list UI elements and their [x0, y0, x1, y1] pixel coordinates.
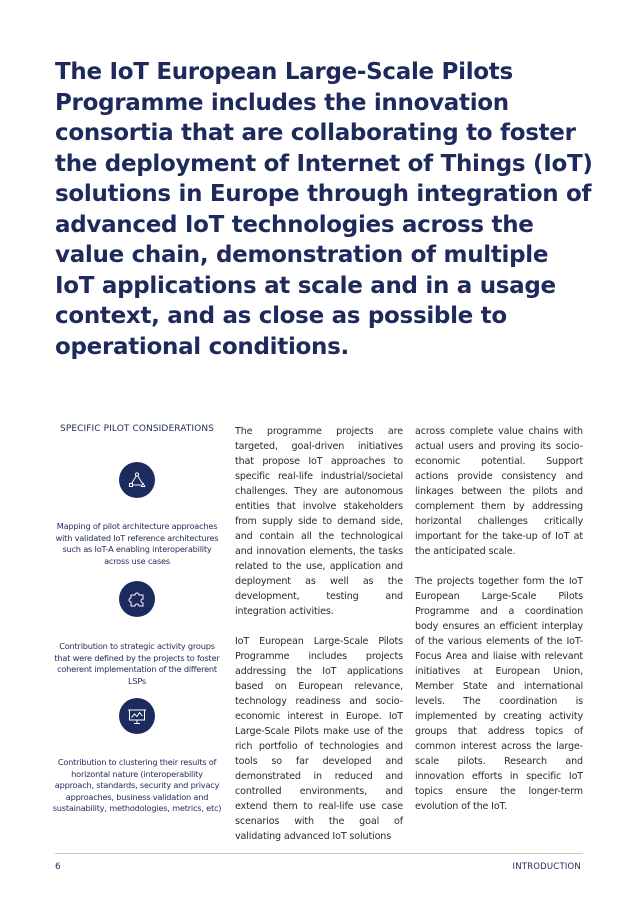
presentation-chart-icon	[119, 698, 155, 734]
body-column-2	[415, 424, 583, 829]
consideration-item	[52, 581, 222, 687]
body-paragraph: The projects together form the IoT European Large-Scale Pilots Programme and a coordination body ensures an efficient interplay of the various elements of the IoT-Focus Area and liaise with relevant initiatives at European Union, Member State and international levels. The coordination is implemented by creating activity groups that address topics of common interest across the large-scale pilots. Research and innovation efforts in specific IoT topics ensure the longer-term evolution of the IoT.	[415, 576, 583, 812]
pilot-considerations-sidebar	[52, 424, 222, 814]
network-nodes-icon	[119, 462, 155, 498]
section-name: INTRODUCTION	[512, 862, 581, 872]
consideration-item	[52, 698, 222, 815]
sidebar-title: SPECIFIC PILOT CONSIDERATIONS	[60, 424, 214, 434]
consideration-item	[52, 462, 222, 567]
footer-divider	[55, 853, 583, 854]
body-paragraph: IoT European Large-Scale Pilots Programme includes projects addressing the IoT applications based on European relevance, technology readiness and socio-economic interest in Europe. IoT Large-Scale Pilots make use of the rich portfolio of technologies and tools so far developed and demonstrated in reduced and controlled environments, and extend them to real-life use case scenarios with the goal of validating advanced IoT solutions	[235, 636, 403, 842]
consideration-caption: Mapping of pilot architecture approaches with validated IoT reference architectures such as IoT-A enabling interoperability across use cases	[55, 521, 219, 566]
consideration-caption: Contribution to clustering their results of horizontal nature (interoperability approach, standards, security and privacy approaches, business validation and sustainability, methodologies, metrics, etc)	[52, 757, 222, 814]
body-paragraph: across complete value chains with actual users and proving its socio-economic potential. Support actions provide consistency and linkages between the pilots and complement them by addressing horizontal challenges critically important for the take-up of IoT at the anticipated scale.	[415, 426, 583, 557]
consideration-caption: Contribution to strategic activity groups that were defined by the projects to foster coherent implementation of the different LSPs	[54, 641, 220, 686]
body-column-1	[235, 424, 403, 859]
body-paragraph: The programme projects are targeted, goal-driven initiatives that propose IoT approaches to specific real-life industrial/societal challenges. They are autonomous entities that involve stakeholders from supply side to demand side, and contain all the technological and innovation elements, the tasks related to the use, application and deployment as well as the development, testing and integration activities.	[235, 426, 403, 617]
puzzle-icon	[119, 581, 155, 617]
page-number: 6	[55, 862, 61, 872]
page-headline: The IoT European Large-Scale Pilots Programme includes the innovation consortia that are collaborating to foster the deployment of Internet of Things (IoT) solutions in Europe through integration of advanced IoT technologies across the value chain, demonstration of multiple IoT applications at scale and in a usage context, and as close as possible to operational conditions.	[55, 59, 593, 360]
